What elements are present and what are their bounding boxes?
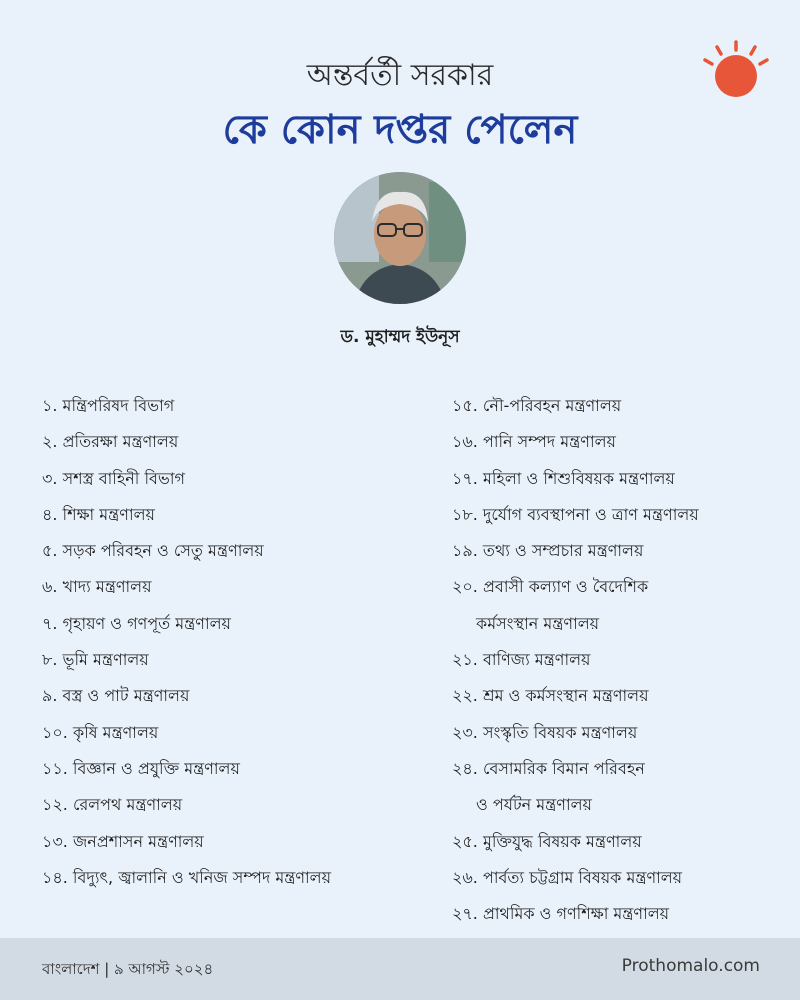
ministry-item: ২৫. মুক্তিযুদ্ধ বিষয়ক মন্ত্রণালয় [452,831,642,851]
ministry-list-left [42,388,417,896]
ministry-item: ৪. শিক্ষা মন্ত্রণালয় [42,504,155,524]
portrait-illustration [334,172,466,304]
ministry-item: ৭. গৃহায়ণ ও গণপূর্ত মন্ত্রণালয় [42,613,231,633]
ministry-item: ১৬. পানি সম্পদ মন্ত্রণালয় [452,432,616,452]
ministry-item: ১৮. দুর্যোগ ব্যবস্থাপনা ও ত্রাণ মন্ত্রণালয় [452,504,699,524]
ministry-item: ১৩. জনপ্রশাসন মন্ত্রণালয় [42,831,204,851]
ministry-item: ১২. রেলপথ মন্ত্রণালয় [42,795,183,815]
ministry-item: ২৩. সংস্কৃতি বিষয়ক মন্ত্রণালয় [452,722,638,742]
ministry-item: ২২. শ্রম ও কর্মসংস্থান মন্ত্রণালয় [452,686,649,706]
ministry-item: ২০. প্রবাসী কল্যাণ ও বৈদেশিক [452,577,649,597]
ministry-item: ১৭. মহিলা ও শিশুবিষয়ক মন্ত্রণালয় [452,468,675,488]
person-name: ড. মুহাম্মদ ইউনূস [340,327,460,347]
footer [0,938,800,1000]
ministry-item: ২৭. প্রাথমিক ও গণশিক্ষা মন্ত্রণালয় [452,904,670,924]
ministry-item: ৬. খাদ্য মন্ত্রণালয় [42,577,152,597]
header [0,56,800,158]
ministry-item-continuation: কর্মসংস্থান মন্ত্রণালয় [476,613,600,633]
ministry-item: ৯. বস্ত্র ও পাট মন্ত্রণালয় [42,686,190,706]
ministry-item: ২. প্রতিরক্ষা মন্ত্রণালয় [42,432,179,452]
ministry-item: ১১. বিজ্ঞান ও প্রযুক্তি মন্ত্রণালয় [42,758,240,778]
page-subtitle: অন্তর্বর্তী সরকার [306,58,494,93]
ministry-item: ৫. সড়ক পরিবহন ও সেতু মন্ত্রণালয় [42,541,264,561]
ministry-item: ১০. কৃষি মন্ত্রণালয় [42,722,159,742]
ministry-item: ১৪. বিদ্যুৎ, জ্বালানি ও খনিজ সম্পদ মন্ত্রণালয় [42,867,332,887]
ministry-item: ২১. বাণিজ্য মন্ত্রণালয় [452,650,591,670]
ministry-item: ১৯. তথ্য ও সম্প্রচার মন্ত্রণালয় [452,541,644,561]
ministry-item: ১৫. নৌ-পরিবহন মন্ত্রণালয় [452,396,622,415]
ministry-list-right [452,388,792,932]
site-link[interactable]: Prothomalo.com [621,956,760,976]
ministry-item: ২৬. পার্বত্য চট্টগ্রাম বিষয়ক মন্ত্রণালয় [452,867,683,887]
page-title: কে কোন দপ্তর পেলেন [222,107,578,153]
ministry-item: ৮. ভূমি মন্ত্রণালয় [42,650,149,670]
person-portrait [334,172,466,304]
ministry-item-continuation: ও পর্যটন মন্ত্রণালয় [476,795,592,815]
ministry-item: ৩. সশস্ত্র বাহিনী বিভাগ [42,468,185,488]
footer-date: বাংলাদেশ | ৯ আগস্ট ২০২৪ [42,960,214,978]
ministry-item: ২৪. বেসামরিক বিমান পরিবহন [452,758,645,778]
ministry-item: ১. মন্ত্রিপরিষদ বিভাগ [42,396,175,415]
